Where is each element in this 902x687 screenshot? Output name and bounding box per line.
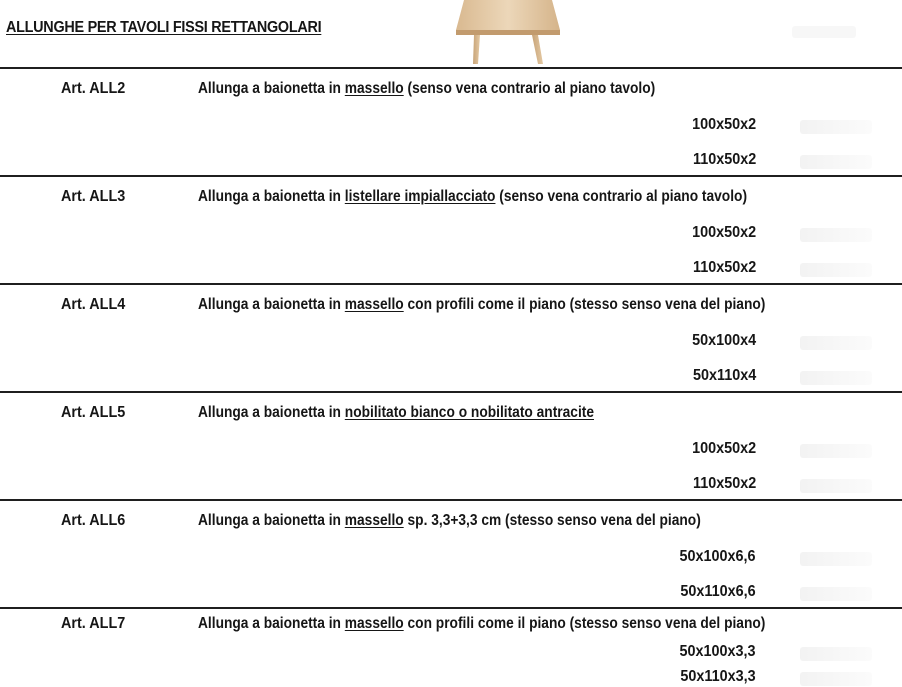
article-description (198, 296, 765, 314)
article-description (198, 404, 594, 422)
description-material: listellare impiallacciato (344, 188, 496, 205)
article-code: Art. ALL7 (61, 615, 126, 632)
size-option: 50x110x4 (692, 367, 756, 384)
size-option: 100x50x2 (691, 440, 756, 457)
description-prefix: Allunga a baionetta in (198, 404, 345, 421)
article-row-all2 (0, 67, 902, 175)
description-material: massello (344, 512, 404, 529)
description-prefix: Allunga a baionetta in (198, 615, 345, 632)
faded-price (800, 263, 872, 277)
wooden-table-icon (452, 0, 564, 66)
faded-price (800, 672, 872, 686)
article-description (198, 615, 765, 633)
article-code: Art. ALL4 (61, 296, 126, 313)
size-option: 50x100x4 (691, 332, 756, 349)
faded-price (800, 444, 872, 458)
description-material: massello (344, 615, 404, 632)
size-option: 110x50x2 (692, 151, 756, 168)
size-option: 110x50x2 (692, 259, 756, 276)
size-option: 100x50x2 (691, 224, 756, 241)
article-row-all4 (0, 283, 902, 391)
article-row-all5 (0, 391, 902, 499)
size-option: 50x110x6,6 (680, 583, 756, 600)
size-option: 110x50x2 (692, 475, 756, 492)
size-option: 100x50x2 (691, 116, 756, 133)
article-row-all6 (0, 499, 902, 607)
faded-price (800, 228, 872, 242)
article-code: Art. ALL2 (61, 80, 126, 97)
faded-header-text (792, 26, 856, 38)
article-row-all3 (0, 175, 902, 283)
article-code: Art. ALL3 (61, 188, 126, 205)
size-option: 50x100x6,6 (679, 548, 756, 565)
size-option: 50x100x3,3 (679, 643, 756, 660)
faded-price (800, 336, 872, 350)
description-material: massello (344, 80, 404, 97)
article-code: Art. ALL5 (61, 404, 126, 421)
article-row-all7 (0, 607, 902, 687)
faded-price (800, 371, 872, 385)
faded-price (800, 479, 872, 493)
faded-price (800, 647, 872, 661)
faded-price (800, 120, 872, 134)
article-description (198, 512, 701, 530)
description-suffix: (senso vena contrario al piano tavolo) (495, 188, 748, 205)
description-suffix: sp. 3,3+3,3 cm (stesso senso vena del piano) (403, 512, 701, 529)
article-description (198, 188, 747, 206)
article-list (0, 67, 902, 687)
description-prefix: Allunga a baionetta in (198, 80, 345, 97)
description-material: massello (344, 296, 404, 313)
article-code: Art. ALL6 (61, 512, 126, 529)
description-prefix: Allunga a baionetta in (198, 512, 345, 529)
size-option: 50x110x3,3 (680, 668, 756, 685)
page-title: ALLUNGHE PER TAVOLI FISSI RETTANGOLARI (6, 19, 322, 36)
description-prefix: Allunga a baionetta in (198, 296, 345, 313)
faded-price (800, 155, 872, 169)
faded-price (800, 587, 872, 601)
article-description (198, 80, 655, 98)
description-suffix: con profili come il piano (stesso senso vena del piano) (403, 615, 766, 632)
faded-price (800, 552, 872, 566)
description-suffix: con profili come il piano (stesso senso vena del piano) (403, 296, 766, 313)
description-material: nobilitato bianco o nobilitato antracite (344, 404, 595, 421)
description-prefix: Allunga a baionetta in (198, 188, 345, 205)
description-suffix: (senso vena contrario al piano tavolo) (403, 80, 656, 97)
